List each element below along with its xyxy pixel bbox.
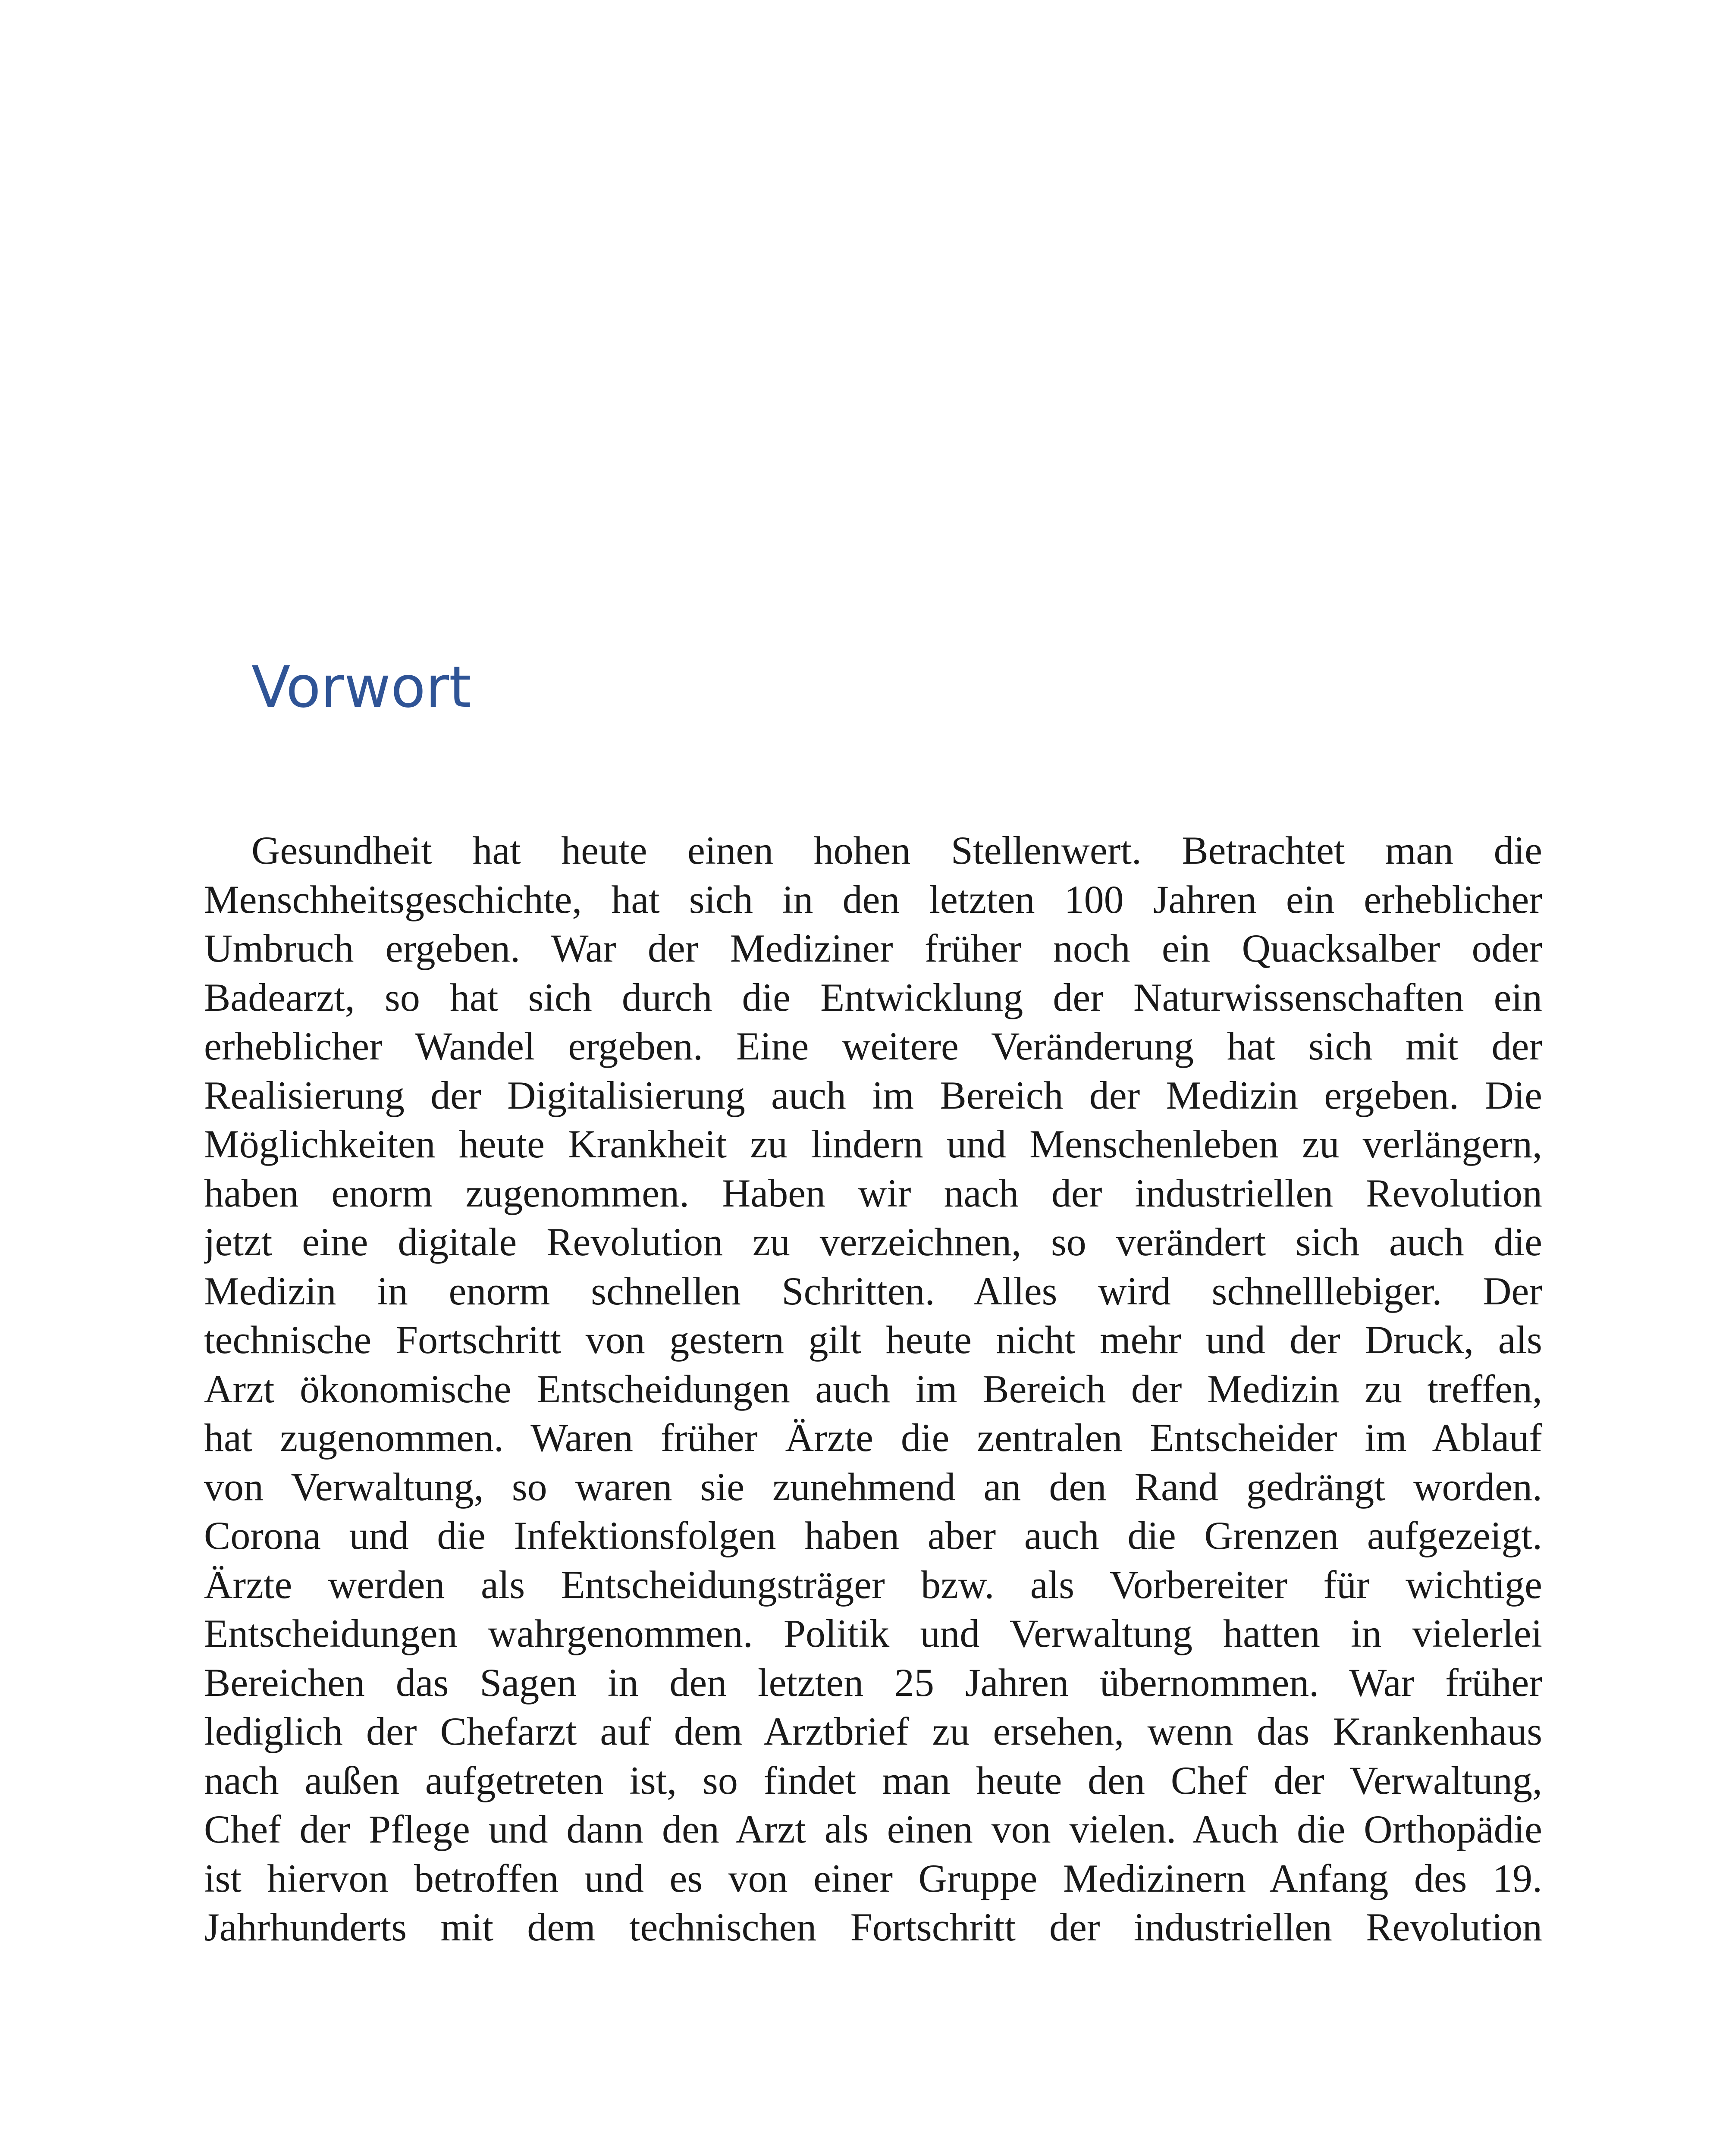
text-line: Chef der Pflege und dann den Arzt als einen von vielen. Auch die Orthopädie <box>204 1807 1542 1851</box>
text-line: Bereichen das Sagen in den letzten 25 Jahren übernommen. War früher <box>204 1660 1542 1705</box>
text-line: ist hiervon betroffen und es von einer Gruppe Medizinern Anfang des 19. <box>204 1856 1542 1900</box>
text-line: Möglichkeiten heute Krankheit zu lindern und Menschenleben zu verlängern, <box>204 1122 1542 1166</box>
text-line: erheblicher Wandel ergeben. Eine weitere Veränderung hat sich mit der <box>204 1024 1542 1068</box>
text-line: Badearzt, so hat sich durch die Entwicklung der Naturwissenschaften ein <box>204 975 1542 1019</box>
text-line: Corona und die Infektionsfolgen haben aber auch die Grenzen aufgezeigt. <box>204 1514 1542 1557</box>
text-line: Ärzte werden als Entscheidungsträger bzw. als Vorbereiter für wichtige <box>204 1562 1542 1607</box>
text-line: lediglich der Chefarzt auf dem Arztbrief zu ersehen, wenn das Krankenhaus <box>204 1709 1542 1753</box>
body-paragraph <box>204 826 1542 1952</box>
page-title: Vorwort <box>251 654 471 721</box>
text-line: Gesundheit hat heute einen hohen Stellenwert. Betrachtet man die <box>251 828 1542 872</box>
text-line: Realisierung der Digitalisierung auch im Bereich der Medizin ergeben. Die <box>204 1073 1542 1117</box>
text-line: Menschheitsgeschichte, hat sich in den letzten 100 Jahren ein erheblicher <box>204 877 1542 921</box>
text-line: jetzt eine digitale Revolution zu verzeichnen, so verändert sich auch die <box>204 1220 1542 1264</box>
text-line: haben enorm zugenommen. Haben wir nach der industriellen Revolution <box>204 1171 1542 1215</box>
text-line: technische Fortschritt von gestern gilt heute nicht mehr und der Druck, als <box>204 1318 1542 1362</box>
text-line: nach außen aufgetreten ist, so findet man heute den Chef der Verwaltung, <box>204 1758 1542 1802</box>
text-line: Umbruch ergeben. War der Mediziner früher noch ein Quacksalber oder <box>204 926 1542 970</box>
text-line: Jahrhunderts mit dem technischen Fortschritt der industriellen Revolution <box>204 1905 1542 1949</box>
text-line: von Verwaltung, so waren sie zunehmend an den Rand gedrängt worden. <box>204 1464 1542 1509</box>
text-line: Arzt ökonomische Entscheidungen auch im Bereich der Medizin zu treffen, <box>204 1366 1542 1411</box>
text-line: hat zugenommen. Waren früher Ärzte die zentralen Entscheider im Ablauf <box>204 1416 1542 1460</box>
text-line: Entscheidungen wahrgenommen. Politik und Verwaltung hatten in vielerlei <box>204 1611 1542 1655</box>
text-line: Medizin in enorm schnellen Schritten. Alles wird schnelllebiger. Der <box>204 1269 1542 1313</box>
